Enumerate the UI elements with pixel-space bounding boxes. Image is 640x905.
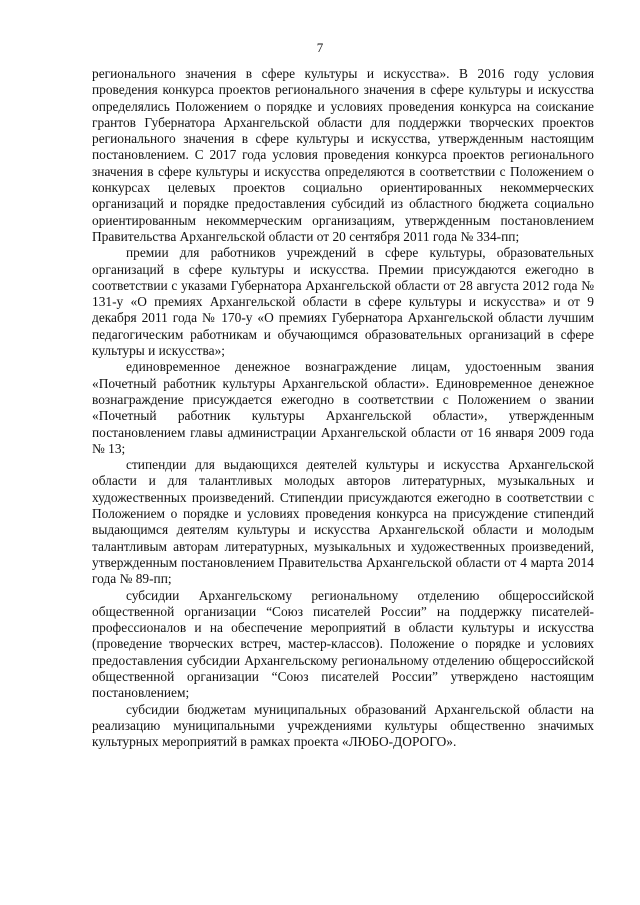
document-body — [92, 66, 594, 750]
page-number: 7 — [316, 40, 324, 55]
paragraph-continuation: регионального значения в сфере культуры и искусства». В 2016 году условия проведения конкурса проектов регионального значения в сфере культуры и искусства определялись Положением о порядке и условиях проведения конкурса на соискание грантов Губернатора Архангельской области для поддержки творческих проектов регионального значения в сфере культуры и искусства, утвержденным настоящим постановлением. С 2017 года условия проведения конкурса проектов регионального значения в сфере культуры и искусства определяются в соответствии с Положением о конкурсах целевых проектов социально ориентированных некоммерческих организаций и порядке предоставления субсидий из областного бюджета социально ориентированным некоммерческим организациям, утвержденным постановлением Правительства Архангельской области от 20 сентября 2011 года № 334-пп; — [92, 66, 594, 244]
paragraph-stipendii: стипендии для выдающихся деятелей культуры и искусства Архангельской области и для талантливых молодых авторов литературных, музыкальных и художественных произведений. Стипендии присуждаются ежегодно в соответствии с Положением о порядке и условиях проведения конкурса на присуждение стипендий выдающимся деятелям культуры и искусства Архангельской области и молодым талантливым авторам литературных, музыкальных и художественных произведений, утвержденным постановлением Правительства Архангельской области от 4 марта 2014 года № 89-пп; — [92, 457, 594, 587]
paragraph-subsidii-municipal: субсидии бюджетам муниципальных образований Архангельской области на реализацию муниципальными учреждениями культуры общественно значимых культурных мероприятий в рамках проекта «ЛЮБО-ДОРОГО». — [92, 701, 594, 750]
paragraph-subsidii-soyuz: субсидии Архангельскому региональному отделению общероссийской общественной организации “Союз писателей России” на поддержку писателей-профессионалов и на обеспечение мероприятий в области культуры и искусства (проведение творческих встреч, мастер-классов). Положение о порядке и условиях предоставления субсидии Архангельскому региональному отделению общероссийской общественной организации “Союз писателей России” утверждено настоящим постановлением; — [92, 587, 594, 701]
paragraph-voznagrazhdenie: единовременное денежное вознаграждение лицам, удостоенным звания «Почетный работник культуры Архангельской области». Единовременное денежное вознаграждение присуждается ежегодно в соответствии с Положением о звании «Почетный работник культуры Архангельской области», утвержденным постановлением главы администрации Архангельской области от 16 января 2009 года № 13; — [92, 359, 594, 456]
paragraph-premii: премии для работников учреждений в сфере культуры, образовательных организаций в сфере культуры и искусства. Премии присуждаются ежегодно в соответствии с указами Губернатора Архангельской области от 28 августа 2012 года № 131-у «О премиях Архангельской области в сфере культуры и искусства» и от 9 декабря 2011 года № 170-у «О премиях Губернатора Архангельской области лучшим педагогическим работникам и обучающимся образовательных организаций в сфере культуры и искусства»; — [92, 245, 594, 359]
